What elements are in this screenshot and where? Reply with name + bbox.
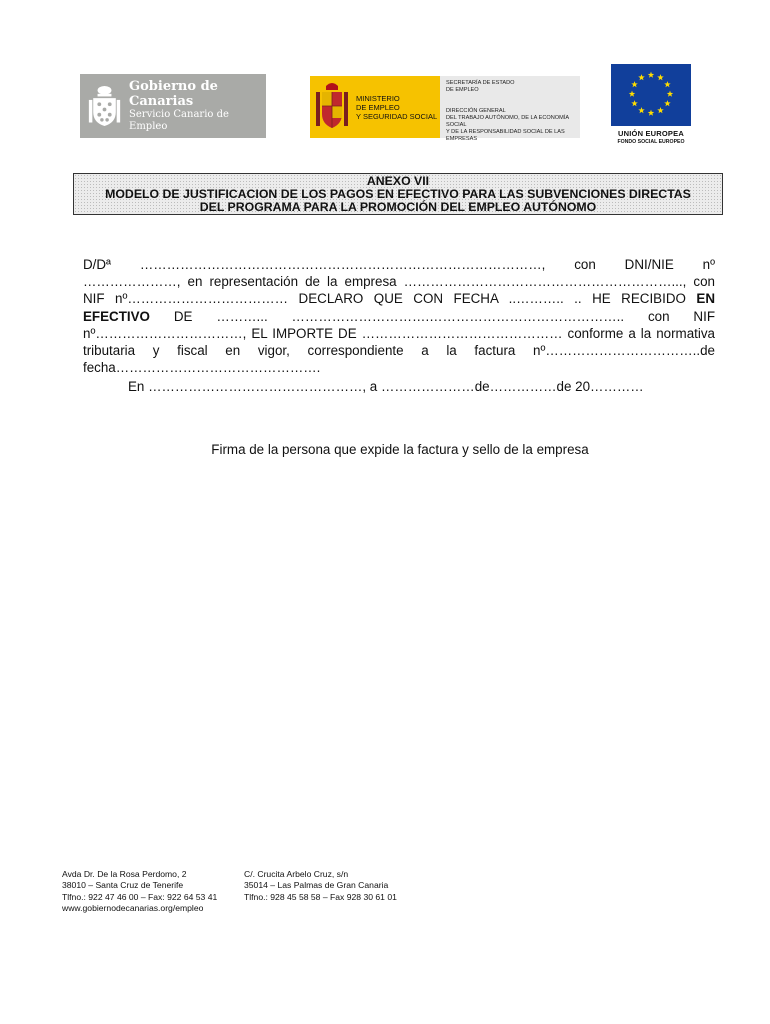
gobierno-title: Gobierno de Canarias bbox=[129, 78, 218, 109]
ministerio-line: Y SEGURIDAD SOCIAL bbox=[356, 111, 438, 121]
footer-line: 38010 – Santa Cruz de Tenerife bbox=[62, 880, 184, 891]
footer-address-tenerife bbox=[62, 869, 217, 915]
footer-address-gran-canaria bbox=[244, 869, 397, 903]
ministerio-line: DE EMPLEO bbox=[356, 102, 400, 112]
secretaria-logo bbox=[440, 76, 580, 142]
canarias-emblem-icon bbox=[88, 81, 121, 131]
program-title: DEL PROGRAMA PARA LA PROMOCIÓN DEL EMPLEO AUTÓNOMO bbox=[199, 200, 597, 215]
ministerio-line: MINISTERIO bbox=[356, 93, 400, 103]
eu-flag-icon bbox=[611, 64, 691, 126]
eu-subtitle: FONDO SOCIAL EUROPEO bbox=[617, 139, 685, 145]
title-box bbox=[73, 173, 723, 215]
model-title: MODELO DE JUSTIFICACION DE LOS PAGOS EN EFECTIVO PARA LAS SUBVENCIONES DIRECTAS bbox=[105, 187, 691, 202]
direccion-line: Y DE LA RESPONSABILIDAD SOCIAL DE LAS EMPRESAS bbox=[446, 128, 565, 142]
declaration-text-part1: D/Dª ………………………………………………………………………………, con DNI/NIE nº …………………, en representación de la empresa ……………………………………………………..., con NIF nº……………………………… DECLARO QUE CON FECHA ..……….. .. HE RECIBIDO bbox=[83, 257, 715, 307]
footer-line: Tlfno.: 928 45 58 58 – Fax 928 30 61 01 bbox=[244, 891, 397, 902]
secretaria-line: DE EMPLEO bbox=[446, 86, 479, 93]
ministerio-logo bbox=[310, 76, 440, 138]
declaration-bold-text: EN EFECTIVO bbox=[83, 291, 715, 324]
annex-title: ANEXO VII bbox=[366, 174, 430, 188]
direccion-line: DIRECCIÓN GENERAL bbox=[446, 107, 506, 114]
eu-logo bbox=[611, 64, 691, 145]
declaration-paragraph bbox=[83, 256, 715, 376]
declaration-text-part2: DE ………... ………………………….…………………………………….. con NIF nº……………………………, EL IMPORTE DE ……………………………………… conforme a la normativa tributaria y fiscal en vigor, correspondiente a la factura nº……………………………..de fecha………………………………………. bbox=[83, 308, 715, 376]
place-date-line: En …………………………………………, a …………………de……………de 20………… bbox=[128, 379, 644, 394]
direccion-line: DEL TRABAJO AUTÓNOMO, DE LA ECONOMÍA SOCIAL bbox=[446, 114, 569, 128]
gobierno-subtitle: Servicio Canario de Empleo bbox=[129, 109, 229, 132]
eu-title: UNIÓN EUROPEA bbox=[618, 129, 684, 138]
spain-coat-of-arms-icon bbox=[314, 80, 350, 134]
footer-line: Tlfno.: 922 47 46 00 – Fax: 922 64 53 41 bbox=[62, 891, 218, 902]
footer-line: 35014 – Las Palmas de Gran Canaria bbox=[244, 880, 389, 891]
gobierno-canarias-logo bbox=[80, 74, 266, 138]
secretaria-line: SECRETARÍA DE ESTADO bbox=[446, 80, 515, 86]
signature-label: Firma de la persona que expide la factura y sello de la empresa bbox=[211, 442, 589, 457]
footer-line: C/. Crucita Arbelo Cruz, s/n bbox=[244, 869, 349, 879]
footer-link[interactable]: www.gobiernodecanarias.org/empleo bbox=[62, 903, 204, 914]
footer-line: Avda Dr. De la Rosa Perdomo, 2 bbox=[62, 869, 187, 879]
